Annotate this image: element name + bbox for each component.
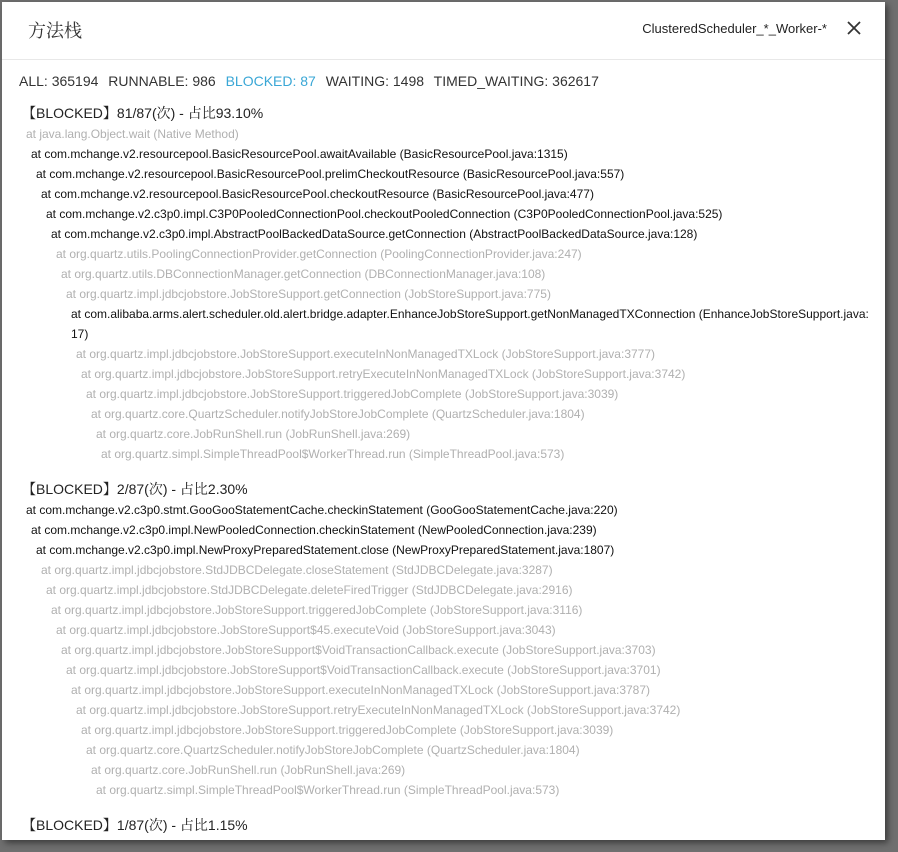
stat-all[interactable]: ALL: 365194 [19,73,99,89]
stack-frame-line: at org.quartz.impl.jdbcjobstore.JobStoreSupport.triggeredJobComplete (JobStoreSupport.java:3116) [51,603,583,617]
dialog-header [2,2,885,60]
stack-frame-line: at com.mchange.v2.c3p0.stmt.GooGooStatementCache.checkinStatement (GooGooStatementCache.java:220) [26,503,618,517]
stack-frame-line: at org.quartz.utils.PoolingConnectionProvider.getConnection (PoolingConnectionProvider.java:247) [56,247,582,261]
stack-frame-line: at com.mchange.v2.c3p0.impl.C3P0PooledConnectionPool.checkoutPooledConnection (C3P0PooledConnectionPool.java:525) [46,207,723,221]
stack-frame-line: at com.mchange.v2.resourcepool.BasicResourcePool.checkoutResource (BasicResourcePool.java:477) [41,187,594,201]
stack-frame-line: at java.lang.Object.wait (Native Method) [26,127,239,141]
thread-state-stats [19,73,605,89]
stack-frame-line: at org.quartz.core.JobRunShell.run (JobRunShell.java:269) [91,763,406,777]
stack-frame-line: at org.quartz.simpl.SimpleThreadPool$WorkerThread.run (SimpleThreadPool.java:573) [101,447,565,461]
stack-frame-line: at com.mchange.v2.c3p0.impl.NewProxyPreparedStatement.close (NewProxyPreparedStatement.java:1807) [36,543,615,557]
stack-frame-line: at org.quartz.impl.jdbcjobstore.StdJDBCDelegate.closeStatement (StdJDBCDelegate.java:3287) [41,563,553,577]
close-icon[interactable] [845,19,863,37]
stack-frame-line: at com.alibaba.arms.alert.scheduler.old.alert.bridge.adapter.EnhanceJobStoreSupport.getNonManagedTXConnection (EnhanceJobStoreSupport.java:17) [71,307,869,341]
stack-frame-line: at com.mchange.v2.resourcepool.BasicResourcePool.prelimCheckoutResource (BasicResourcePool.java:557) [36,167,625,181]
method-stack-dialog [2,2,885,840]
stack-frame-line: at org.quartz.impl.jdbcjobstore.JobStoreSupport$VoidTransactionCallback.execute (JobStoreSupport.java:3701) [66,663,661,677]
stack-group-title: 【BLOCKED】1/87(次) - 占比1.15% [22,817,248,833]
stack-frame-line: at org.quartz.impl.jdbcjobstore.JobStoreSupport.executeInNonManagedTXLock (JobStoreSupport.java:3777) [76,347,656,361]
stack-group [2,102,885,464]
stack-frame-line: at com.mchange.v2.resourcepool.BasicResourcePool.awaitAvailable (BasicResourcePool.java:1315) [31,147,568,161]
stack-group [2,478,885,800]
stack-list [2,102,885,840]
stack-frame-line: at org.quartz.impl.jdbcjobstore.JobStoreSupport$45.executeVoid (JobStoreSupport.java:3043) [56,623,556,637]
stat-timed-waiting[interactable]: TIMED_WAITING: 362617 [433,73,599,89]
dialog-title: 方法栈 [28,21,82,41]
stack-group-title: 【BLOCKED】81/87(次) - 占比93.10% [22,105,264,121]
stat-blocked[interactable]: BLOCKED: 87 [225,73,316,89]
stack-frame-line: at org.quartz.core.QuartzScheduler.notifyJobStoreJobComplete (QuartzScheduler.java:1804) [86,743,580,757]
stack-frame-line: at org.quartz.core.QuartzScheduler.notifyJobStoreJobComplete (QuartzScheduler.java:1804) [91,407,585,421]
stack-frame-line: at org.quartz.utils.DBConnectionManager.getConnection (DBConnectionManager.java:108) [61,267,546,281]
stat-waiting[interactable]: WAITING: 1498 [325,73,425,89]
stack-frame-line: at org.quartz.impl.jdbcjobstore.JobStoreSupport$VoidTransactionCallback.execute (JobStoreSupport.java:3703) [61,643,656,657]
stack-frame-line: at org.quartz.simpl.SimpleThreadPool$WorkerThread.run (SimpleThreadPool.java:573) [96,783,560,797]
stat-runnable[interactable]: RUNNABLE: 986 [108,73,216,89]
stack-frame-line: at org.quartz.impl.jdbcjobstore.JobStoreSupport.triggeredJobComplete (JobStoreSupport.java:3039) [86,387,619,401]
stack-frame-line: at com.mchange.v2.c3p0.impl.AbstractPoolBackedDataSource.getConnection (AbstractPoolBackedDataSource.java:128) [51,227,698,241]
stack-frame-line: at org.quartz.impl.jdbcjobstore.JobStoreSupport.retryExecuteInNonManagedTXLock (JobStoreSupport.java:3742) [81,367,686,381]
thread-name-label: ClusteredScheduler_*_Worker-* [642,21,827,36]
stack-frame-line: at org.quartz.impl.jdbcjobstore.JobStoreSupport.retryExecuteInNonManagedTXLock (JobStoreSupport.java:3742) [76,703,681,717]
stack-group [2,814,885,836]
stack-frame-line: at org.quartz.impl.jdbcjobstore.StdJDBCDelegate.deleteFiredTrigger (StdJDBCDelegate.java:2916) [46,583,573,597]
stack-frame-line: at org.quartz.impl.jdbcjobstore.JobStoreSupport.getConnection (JobStoreSupport.java:775) [66,287,551,301]
stack-frame-line: at org.quartz.core.JobRunShell.run (JobRunShell.java:269) [96,427,411,441]
stack-frame-line: at org.quartz.impl.jdbcjobstore.JobStoreSupport.executeInNonManagedTXLock (JobStoreSupport.java:3787) [71,683,651,697]
stack-frame-line: at org.quartz.impl.jdbcjobstore.JobStoreSupport.triggeredJobComplete (JobStoreSupport.java:3039) [81,723,614,737]
stack-frame-line: at com.mchange.v2.c3p0.impl.NewPooledConnection.checkinStatement (NewPooledConnection.java:239) [31,523,597,537]
stack-group-title: 【BLOCKED】2/87(次) - 占比2.30% [22,481,248,497]
